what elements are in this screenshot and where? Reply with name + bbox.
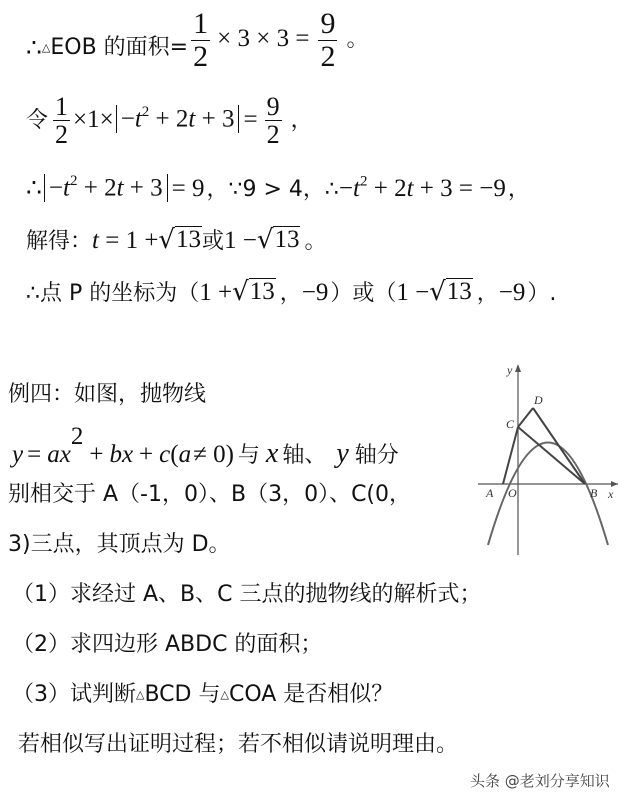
term: 1 − (224, 227, 257, 255)
variable-t: t (116, 174, 124, 202)
quadratic-equation (339, 175, 506, 202)
point-p2 (396, 279, 472, 306)
plus-sign: + (139, 440, 154, 468)
term: 1 − (396, 279, 430, 307)
question-3 (12, 684, 393, 706)
t-solution (92, 227, 202, 254)
equals-sign: = (27, 440, 42, 468)
eob-area-label: EOB 的面积= (50, 35, 189, 60)
term-bx: bx (109, 440, 134, 468)
term: + 3 (201, 105, 235, 133)
variable-x: x (265, 437, 279, 469)
term: + 3 (129, 174, 163, 202)
radical-icon: √ (429, 277, 446, 308)
fraction-denominator: 2 (266, 120, 280, 150)
radicand: 13 (176, 226, 201, 253)
y-axis-arrow-icon (515, 364, 521, 372)
fraction-denominator: 2 (320, 39, 336, 73)
radicand: 13 (446, 278, 472, 305)
variable-t: t (188, 105, 196, 133)
example-vertex: 3)三点，其顶点为 D。 (8, 532, 231, 557)
equals-nine: = 9 (171, 174, 205, 202)
question-3-prefix: （3）试判断 (12, 682, 136, 707)
fraction-denominator: 2 (193, 39, 209, 73)
radical-icon: √ (232, 277, 249, 308)
variable-t: t (92, 227, 99, 255)
watermark: 头条 @老刘分享知识 (470, 772, 610, 790)
variable-a: a (178, 440, 192, 468)
example-intersections: 别相交于 A（-1，0）、B（3，0）、C(0， (8, 482, 412, 507)
term: + 2 (373, 174, 407, 202)
sqrt-13 (158, 225, 202, 256)
fraction-numerator: 9 (320, 7, 336, 40)
radicand: 13 (249, 278, 275, 305)
y-axis-label: 轴分 (354, 442, 399, 468)
x-axis-label: 轴、 (282, 442, 327, 468)
sqrt-13 (232, 277, 276, 308)
radical-icon: √ (158, 225, 175, 256)
point-p1 (199, 279, 275, 306)
therefore-symbol: ∴ (26, 35, 42, 62)
therefore-symbol: ∴ (26, 174, 42, 202)
variable-t: t (353, 174, 360, 202)
example-title: 例四：如图，抛物线 (8, 382, 207, 407)
because-clause: ，∵9 > 4，∴ (206, 176, 339, 202)
term-c: c (159, 440, 171, 468)
exponent: 2 (70, 423, 84, 450)
absolute-value-expression (116, 105, 240, 133)
period: ）. (527, 281, 557, 307)
segment-cd (518, 408, 533, 427)
comma: ， (507, 176, 530, 202)
term-ax: ax (47, 440, 71, 468)
exponent: 2 (69, 173, 78, 189)
graph-label-d: D (534, 393, 543, 407)
period: 。 (346, 27, 369, 52)
minus-sign: − (120, 105, 135, 133)
question-4: 若相似写出证明过程；若不相似请说明理由。 (18, 732, 459, 757)
paren-open: ( (170, 440, 179, 468)
graph-label-c: C (506, 417, 515, 431)
point-p-line (0, 277, 557, 308)
equals-sign: = (243, 105, 258, 133)
y-coordinate: −9 (301, 279, 329, 307)
comma: ， (476, 281, 499, 307)
t-solution-2 (224, 227, 300, 254)
half-fraction (53, 93, 70, 149)
triangle-symbol: △ (220, 688, 229, 701)
parabola-equation-line (0, 423, 399, 469)
with-label: 与 (237, 442, 260, 468)
multiply-expression: × 3 × 3 = (217, 25, 310, 52)
question-1: （1）求经过 A、B、C 三点的抛物线的解析式； (12, 582, 482, 607)
minus-sign: − (338, 174, 354, 202)
plus-sign: + (89, 440, 104, 468)
minus-sign: − (48, 174, 64, 202)
question-2: （2）求四边形 ABDC 的面积； (12, 632, 323, 657)
or-label: 或 (202, 229, 225, 255)
graph-label-x: x (608, 487, 614, 501)
absolute-equation-line (0, 173, 530, 202)
question-3-suffix: COA 是否相似？ (228, 682, 394, 707)
fraction-denominator: 2 (55, 120, 69, 150)
graph-label-y: y (507, 363, 513, 377)
variable-t: t (63, 174, 70, 202)
sqrt-13 (429, 277, 473, 308)
term: + 2 (155, 105, 189, 133)
graph-label-o: O (508, 486, 517, 500)
fraction-numerator: 1 (193, 7, 209, 40)
radical-icon: √ (256, 225, 274, 256)
result-fraction (318, 8, 337, 72)
or-label: ）或（ (330, 281, 397, 307)
multiply-one: ×1× (73, 105, 114, 133)
exponent: 2 (359, 173, 368, 189)
comma: ， (279, 281, 302, 307)
term: = 1 + (105, 227, 159, 255)
area-eob-line (0, 7, 369, 73)
term: 1 + (199, 279, 233, 307)
sqrt-13 (256, 225, 301, 256)
exponent: 2 (141, 104, 150, 121)
y-coordinate: −9 (498, 279, 526, 307)
term: + 2 (83, 174, 117, 202)
comma: ， (290, 107, 313, 133)
question-3-middle: BCD 与 (144, 682, 221, 707)
condition: ≠ 0) (193, 440, 234, 468)
triangle-symbol: △ (136, 688, 145, 701)
graph-label-a: A (486, 486, 494, 500)
fraction-numerator: 1 (55, 92, 69, 121)
absolute-value-expression (44, 174, 168, 202)
variable-t: t (134, 105, 142, 133)
term: + 3 = −9 (419, 174, 506, 202)
graph-label-b: B (590, 486, 598, 500)
period: 。 (304, 229, 327, 255)
point-p-label: ∴点 P 的坐标为（ (26, 281, 200, 307)
let-label: 令 (26, 107, 49, 133)
variable-t: t (406, 174, 414, 202)
triangle-symbol: △ (41, 41, 51, 54)
solution-line (0, 225, 327, 256)
variable-y: y (12, 440, 24, 468)
parabola-graph (470, 360, 620, 560)
half-fraction (191, 8, 210, 72)
rhs-fraction (265, 93, 282, 149)
variable-y: y (336, 437, 349, 469)
radicand: 13 (274, 226, 300, 253)
solve-label: 解得： (26, 229, 93, 255)
segment-ac (503, 427, 518, 484)
fraction-numerator: 9 (266, 92, 280, 121)
let-equation-line (0, 92, 313, 150)
